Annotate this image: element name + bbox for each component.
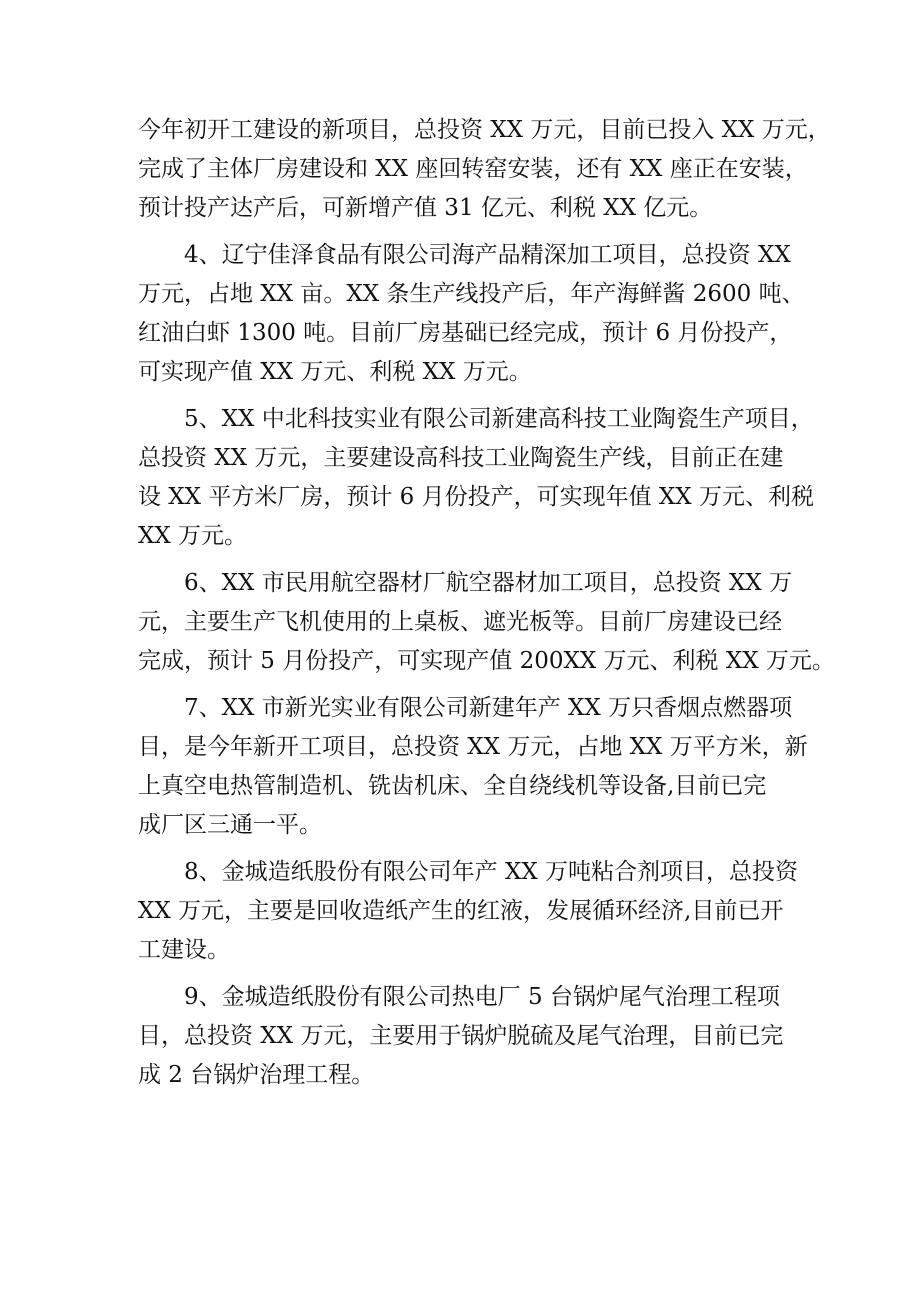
text-line: 4、辽宁佳泽食品有限公司海产品精深加工项目，总投资 XX bbox=[184, 242, 791, 268]
text-line: 设 XX 平方米厂房，预计 6 月份投产，可实现年值 XX 万元、利税 bbox=[138, 484, 814, 510]
text-line: 8、金城造纸股份有限公司年产 XX 万吨粘合剂项目，总投资 bbox=[184, 859, 799, 885]
paragraph-item-9 bbox=[138, 978, 798, 1095]
text-line: 预计投产达产后，可新增产值 31 亿元、利税 XX 亿元。 bbox=[138, 195, 713, 221]
text-line: 上真空电热管制造机、铣齿机床、全自绕线机等设备,目前已完 bbox=[138, 773, 767, 799]
text-line: 工建设。 bbox=[138, 937, 230, 963]
text-line: XX 万元，主要是回收造纸产生的红液，发展循环经济,目前已开 bbox=[138, 898, 784, 924]
paragraph-item-5 bbox=[138, 400, 814, 556]
text-line: 7、XX 市新光实业有限公司新建年产 XX 万只香烟点燃器项 bbox=[184, 695, 793, 721]
text-line: 目，总投资 XX 万元，主要用于锅炉脱硫及尾气治理，目前已完 bbox=[138, 1023, 784, 1049]
text-line: 9、金城造纸股份有限公司热电厂 5 台锅炉尾气治理工程项 bbox=[184, 984, 780, 1010]
text-line: 目，是今年新开工项目，总投资 XX 万元，占地 XX 万平方米，新 bbox=[138, 734, 808, 760]
paragraph-item-6 bbox=[138, 564, 835, 681]
text-line: 万元，占地 XX 亩。XX 条生产线投产后，年产海鲜酱 2600 吨、 bbox=[138, 281, 805, 307]
paragraph-item-8 bbox=[138, 853, 798, 970]
text-line: 总投资 XX 万元，主要建设高科技工业陶瓷生产线，目前正在建 bbox=[138, 445, 784, 471]
text-line: 完成了主体厂房建设和 XX 座回转窑安装，还有 XX 座正在安装， bbox=[138, 156, 808, 182]
text-line: 红油白虾 1300 吨。目前厂房基础已经完成，预计 6 月份投产， bbox=[138, 320, 793, 346]
paragraph-continuation bbox=[138, 111, 831, 228]
paragraph-item-4 bbox=[138, 236, 805, 392]
text-line: 完成，预计 5 月份投产，可实现产值 200XX 万元、利税 XX 万元。 bbox=[138, 648, 835, 674]
text-line: 5、XX 中北科技实业有限公司新建高科技工业陶瓷生产项目， bbox=[184, 406, 814, 432]
text-line: 可实现产值 XX 万元、利税 XX 万元。 bbox=[138, 359, 532, 385]
text-line: XX 万元。 bbox=[138, 523, 248, 549]
text-line: 成 2 台锅炉治理工程。 bbox=[138, 1062, 375, 1088]
paragraph-item-7 bbox=[138, 689, 808, 845]
document-body bbox=[138, 111, 835, 1103]
text-line: 今年初开工建设的新项目，总投资 XX 万元，目前已投入 XX 万元， bbox=[138, 117, 831, 143]
text-line: 成厂区三通一平。 bbox=[138, 812, 322, 838]
text-line: 元，主要生产飞机使用的上桌板、遮光板等。目前厂房建设已经 bbox=[138, 609, 782, 635]
text-line: 6、XX 市民用航空器材厂航空器材加工项目，总投资 XX 万 bbox=[184, 570, 793, 596]
